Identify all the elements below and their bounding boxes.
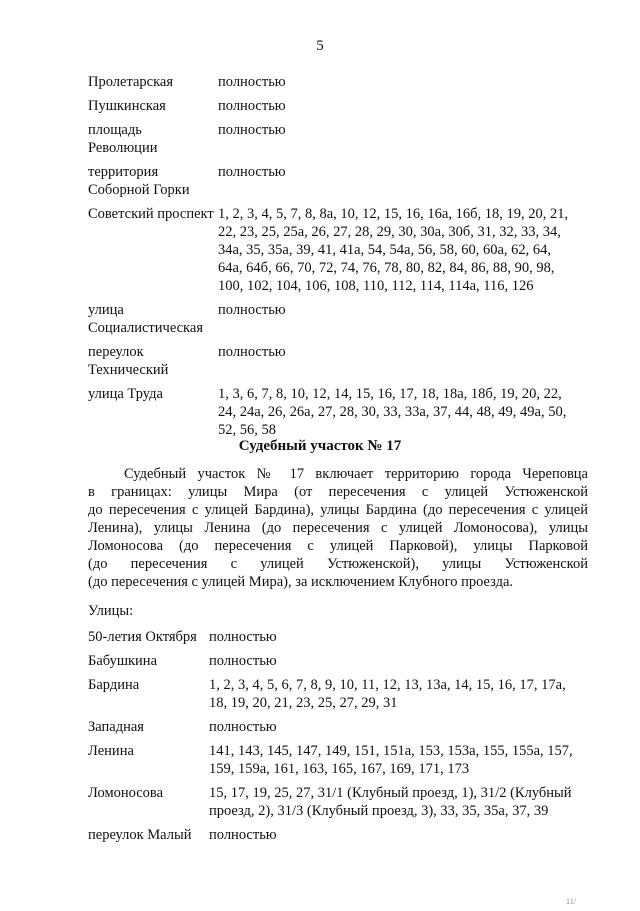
street-name-line: территория xyxy=(88,164,159,180)
description-line: (до пересечения с улицей Мира), за исключением Клубного проезда. xyxy=(88,574,514,590)
streets-table-part-1 xyxy=(88,73,588,445)
street-name-line: Социалистическая xyxy=(88,320,203,336)
street-name-line: улица xyxy=(88,302,124,318)
house-numbers-line: 34а, 35, 35а, 39, 41, 41а, 54, 54а, 56, 58, 60, 60а, 62, 64, xyxy=(218,242,552,258)
house-numbers-line: 24, 24а, 26, 26а, 27, 28, 30, 33, 33а, 37, 44, 48, 49, 49а, 50, xyxy=(218,404,567,420)
section-description xyxy=(88,465,588,591)
street-name xyxy=(88,676,209,712)
street-name-line: Западная xyxy=(88,719,144,735)
house-numbers-line: полностью xyxy=(218,122,286,138)
house-numbers-line: 1, 3, 6, 7, 8, 10, 12, 14, 15, 16, 17, 18, 18а, 18б, 19, 20, 22, xyxy=(218,386,562,402)
page-number: 5 xyxy=(316,38,324,54)
street-row xyxy=(88,718,588,736)
house-numbers-line: полностью xyxy=(218,74,286,90)
street-row xyxy=(88,121,588,157)
street-name-line: Ленина xyxy=(88,743,134,759)
street-name-line: переулок Малый xyxy=(88,827,192,843)
house-numbers-line: полностью xyxy=(218,164,286,180)
house-numbers-line: полностью xyxy=(218,302,286,318)
house-numbers xyxy=(218,97,588,115)
description-line: до пересечения с улицей Бардина), улицы Бардина (до пересечения с улицей xyxy=(88,502,588,518)
street-row xyxy=(88,385,588,439)
street-row xyxy=(88,73,588,91)
street-name xyxy=(88,826,209,844)
street-name-line: переулок xyxy=(88,344,144,360)
street-name xyxy=(88,343,218,379)
house-numbers-line: 18, 19, 20, 21, 23, 25, 27, 29, 31 xyxy=(209,695,398,711)
street-row xyxy=(88,205,588,295)
house-numbers-line: проезд, 2), 31/3 (Клубный проезд, 3), 33, 35, 35а, 37, 39 xyxy=(209,803,549,819)
street-name-line: площадь xyxy=(88,122,142,138)
street-row xyxy=(88,652,588,670)
street-name-line: Соборной Горки xyxy=(88,182,190,198)
street-name xyxy=(88,742,209,778)
house-numbers xyxy=(209,676,588,712)
street-name-line: Советский проспект xyxy=(88,206,214,222)
street-name xyxy=(88,73,218,91)
street-name xyxy=(88,385,218,439)
street-name xyxy=(88,97,218,115)
street-row xyxy=(88,826,588,844)
street-name xyxy=(88,301,218,337)
description-line: в границах: улицы Мира (от пересечения с улицей Устюженской xyxy=(88,484,588,500)
house-numbers-line: 52, 56, 58 xyxy=(218,422,276,438)
house-numbers-line: 64а, 64б, 66, 70, 72, 74, 76, 78, 80, 82, 84, 86, 88, 90, 98, xyxy=(218,260,555,276)
house-numbers xyxy=(218,121,588,157)
street-row xyxy=(88,676,588,712)
street-name-line: Бардина xyxy=(88,677,140,693)
streets-label: Улицы: xyxy=(88,603,134,619)
description-line: (до пересечения с улицей Устюженской), улицы Устюженской xyxy=(88,556,588,572)
street-name xyxy=(88,628,209,646)
house-numbers-line: 141, 143, 145, 147, 149, 151, 151а, 153, 153а, 155, 155а, 157, xyxy=(209,743,573,759)
street-name-line: Технический xyxy=(88,362,169,378)
street-name-line: Пролетарская xyxy=(88,74,174,90)
street-name-line: Революции xyxy=(88,140,158,156)
house-numbers xyxy=(218,73,588,91)
description-line: Судебный участок № 17 включает территорию города Череповца xyxy=(124,466,588,482)
street-name-line: Бабушкина xyxy=(88,653,158,669)
street-name xyxy=(88,652,209,670)
house-numbers xyxy=(209,826,588,844)
street-row xyxy=(88,97,588,115)
street-name xyxy=(88,121,218,157)
house-numbers xyxy=(209,742,588,778)
house-numbers-line: полностью xyxy=(218,344,286,360)
house-numbers-line: 100, 102, 104, 106, 108, 110, 112, 114, 114а, 116, 126 xyxy=(218,278,534,294)
house-numbers xyxy=(209,718,588,736)
street-name-line: улица Труда xyxy=(88,386,163,402)
house-numbers xyxy=(209,784,588,820)
house-numbers-line: полностью xyxy=(209,719,277,735)
description-line: Ломоносова (до пересечения с улицей Парковой), улицы Парковой xyxy=(88,538,588,554)
house-numbers xyxy=(209,628,588,646)
description-line: Ленина), улицы Ленина (до пересечения с улицей Ломоносова), улицы xyxy=(88,520,588,536)
house-numbers-line: 15, 17, 19, 25, 27, 31/1 (Клубный проезд, 1), 31/2 (Клубный xyxy=(209,785,572,801)
house-numbers-line: 1, 2, 3, 4, 5, 7, 8, 8а, 10, 12, 15, 16, 16а, 16б, 18, 19, 20, 21, xyxy=(218,206,569,222)
street-name xyxy=(88,205,218,295)
street-name xyxy=(88,718,209,736)
section-heading: Судебный участок № 17 xyxy=(238,438,402,454)
house-numbers-line: 1, 2, 3, 4, 5, 6, 7, 8, 9, 10, 11, 12, 13, 13а, 14, 15, 16, 17, 17а, xyxy=(209,677,566,693)
street-row xyxy=(88,343,588,379)
street-row xyxy=(88,784,588,820)
house-numbers-line: полностью xyxy=(209,653,277,669)
house-numbers-line: 22, 23, 25, 25а, 26, 27, 28, 29, 30, 30а, 30б, 31, 32, 33, 34, xyxy=(218,224,561,240)
house-numbers xyxy=(218,385,588,439)
street-name-line: Пушкинская xyxy=(88,98,166,114)
street-row xyxy=(88,301,588,337)
street-name xyxy=(88,784,209,820)
house-numbers-line: 159, 159а, 161, 163, 165, 167, 169, 171, 173 xyxy=(209,761,470,777)
street-name-line: 50-летия Октября xyxy=(88,629,197,645)
streets-table-part-2 xyxy=(88,628,588,850)
house-numbers-line: полностью xyxy=(209,827,277,843)
street-name-line: Ломоносова xyxy=(88,785,164,801)
house-numbers-line: полностью xyxy=(209,629,277,645)
house-numbers xyxy=(218,163,588,199)
street-row xyxy=(88,628,588,646)
street-row xyxy=(88,742,588,778)
scan-mark: 11/ xyxy=(566,897,576,906)
house-numbers xyxy=(218,343,588,379)
house-numbers xyxy=(209,652,588,670)
street-name xyxy=(88,163,218,199)
house-numbers xyxy=(218,205,588,295)
house-numbers xyxy=(218,301,588,337)
house-numbers-line: полностью xyxy=(218,98,286,114)
street-row xyxy=(88,163,588,199)
